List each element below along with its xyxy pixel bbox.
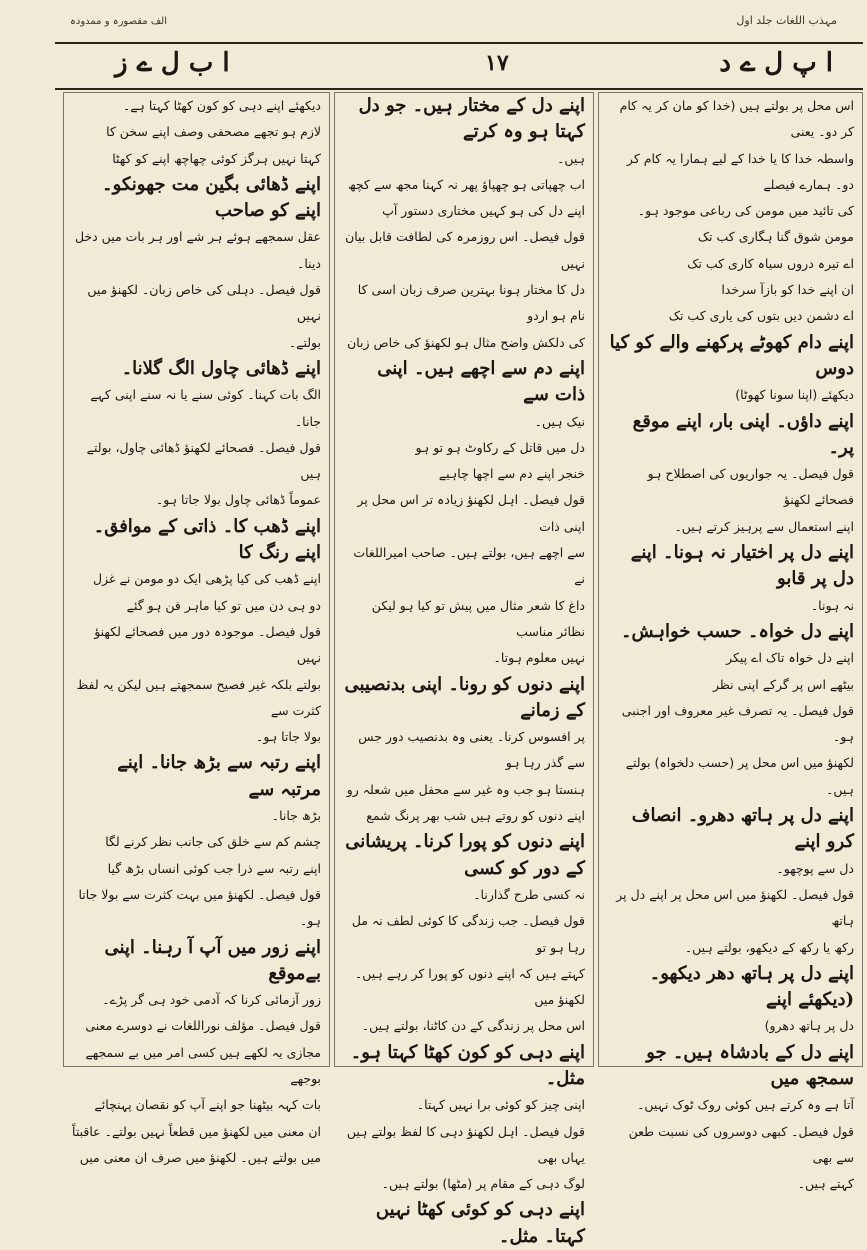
text-line: داغ کا شعر مثال میں پیش تو کیا ہو لیکن نظائر مناسب [371, 597, 585, 639]
text-line: پر افسوس کرنا۔ یعنی وہ بدنصیب دور جس سے گذر رہا ہو [358, 729, 585, 771]
text-line: بولتے۔ [288, 334, 321, 350]
text-line: بولا جاتا ہو۔ [256, 729, 321, 745]
column-middle [334, 92, 594, 1247]
text-line: اپنے دل کی ہو کہیں مختاری دستور آپ [382, 203, 585, 219]
text-line: بیٹھے اس پر گرکے اپنی نظر [713, 676, 854, 692]
entry-headword: اپنے ڈھائی بگین مت جھونکو۔ اپنے کو صاحب [102, 173, 321, 222]
text-line: قول فیصل۔ فصحائے لکھنؤ ڈھائی چاول، بولتے ہیں [86, 439, 321, 482]
text-line: سے اچھے ہیں، بولتے ہیں۔ صاحب امیراللغات نے [353, 545, 585, 587]
entry-headword: اپنے دل کے بادشاہ ہیں۔ جو سمجھ میں [646, 1041, 854, 1089]
text-line: دل سے پوچھو۔ [776, 860, 854, 876]
entry-headword: اپنے دم سے اچھے ہیں۔ اپنی ذات سے [377, 357, 585, 406]
text-line: کی تائید میں مومن کی رباعی موجود ہو۔ [637, 203, 854, 219]
text-line: لکھنؤ میں اس محل پر (حسب دلخواہ) بولتے ہیں۔ [625, 755, 854, 797]
headword-left: ا ب ل ے ز [115, 48, 230, 78]
text-line: اس محل پر زندگی کے دن کاٹنا، بولتے ہیں۔ [361, 1018, 585, 1034]
text-line: اپنے رتبہ سے ذرا جب کوئی انساں بڑھ گیا [107, 860, 321, 876]
text-line: قول فیصل۔ یہ تصرف غیر معروف اور اجنبی ہو۔ [621, 702, 854, 745]
entry-headword: اپنے ڈھب کا۔ ذاتی کے موافق۔ اپنے رنگ کا [93, 515, 321, 564]
text-line: میں بولتے ہیں۔ لکھنؤ میں صرف ان معنی میں [79, 1149, 321, 1165]
text-line: قول فیصل۔ مؤلف نوراللغات نے دوسرے معنی [85, 1018, 321, 1034]
text-line: مجازی یہ لکھے ہیں کسی امر میں بے سمجھے بوجھے [85, 1044, 321, 1086]
text-line: آتا ہے وہ کرتے ہیں کوئی روک ٹوک نہیں۔ [637, 1097, 854, 1113]
text-line: لوگ دہی کے مقام پر (مٹھا) بولتے ہیں۔ [381, 1176, 585, 1192]
text-line: اے دشمن دیں بتوں کی یاری کب تک [668, 308, 854, 324]
text-line: اپنے ڈھب کی کیا پڑھی ایک دو مومن نے غزل [93, 571, 321, 587]
text-line: واسطہ خدا کا یا خدا کے لیے ہمارا یہ کام کر دو۔ ہمارے فیصلے [626, 150, 854, 192]
text-line: بات کہہ بیٹھنا جو اپنے آپ کو نقصان پہنچائے [94, 1097, 321, 1113]
text-line: دو ہی دن میں تو کیا ماہر فن ہو گئے [126, 597, 321, 613]
entry-headword: اپنے دام کھوٹے پرکھنے والے کو کیا دوس [609, 331, 854, 379]
text-line: دل پر ہاتھ دھرو) [764, 1018, 854, 1034]
text-line: ان اپنے خدا کو بازآ سرخدا [721, 282, 854, 298]
entry-headword: اپنے دل کے مختار ہیں۔ جو دل کہتا ہو وہ کرتے [358, 95, 585, 143]
text-line: کہتا نہیں ہرگز کوئی چھاچھ اپنے کو کھٹا [112, 150, 321, 166]
running-head [0, 10, 867, 38]
text-line: اپنے دنوں کو روتے ہیں شب بھر پرنگ شمع [366, 808, 585, 824]
text-line: نہ ہونا۔ [810, 597, 854, 613]
text-line: مومن شوق گنا ہگاری کب تک [697, 229, 854, 245]
text-line: قول فیصل۔ اس روزمرہ کی لطافت قابل بیان نہیں [345, 229, 585, 271]
column-left [63, 92, 330, 1165]
column-right [598, 92, 863, 1192]
text-line: رکھ یا رکھ کے دیکھو، بولتے ہیں۔ [684, 939, 854, 955]
text-line: اپنی چیز کو کوئی برا نہیں کہتا۔ [416, 1097, 585, 1113]
entry-headword: اپنے زور میں آپ آ رہنا۔ اپنی بےموقع [104, 936, 321, 984]
text-line: ان معنی میں لکھنؤ میں قطعاً نہیں بولتے۔ عاقبتاً [72, 1123, 321, 1139]
text-line: نہیں معلوم ہوتا۔ [493, 650, 585, 666]
text-line: دل میں قاتل کے رکاوٹ ہو تو ہو [415, 439, 585, 455]
entry-headword: اپنے دہی کو کون کھٹا کہتا ہو۔ مثل۔ [350, 1041, 585, 1089]
entry-headword: اپنے دہی کو کوئی کھٹا نہیں کہتا۔ مثل۔ [375, 1199, 585, 1247]
text-line: اپنے استعمال سے پرہیز کرتے ہیں۔ [674, 518, 854, 534]
text-line: قول فیصل۔ دہلی کی خاص زبان۔ لکھنؤ میں نہیں [87, 282, 321, 324]
text-line: کی دلکش واضح مثال ہو لکھنؤ کی خاص زبان [347, 334, 585, 350]
headword-band [55, 42, 863, 90]
text-line: نہ کسی طرح گذارنا۔ [473, 886, 585, 902]
text-line: قول فیصل۔ موجودہ دور میں فصحائے لکھنؤ نہیں [94, 623, 321, 666]
entry-headword: اپنے دنوں کو رونا۔ اپنی بدنصیبی کے زمانے [344, 673, 585, 721]
text-line: دل کا مختار ہونا بہترین صرف زبان اسی کا نام ہو اردو [357, 282, 585, 324]
text-line: چشم کم سے خلق کی جانب نظر کرنے لگا [105, 834, 321, 850]
entry-headword: اپنے دنوں کو پورا کرنا۔ پریشانی کے دور کو کسی [345, 831, 585, 879]
text-line: ہیں۔ [557, 150, 585, 166]
text-line: لازم ہو تجھے مصحفی وصف اپنے سخن کا [106, 124, 321, 140]
text-line: اب چھپاتی ہو چھپاؤ پھر نہ کہنا مجھ سے کچھ [347, 176, 585, 192]
text-line: عموماً ڈھائی چاول بولا جاتا ہو۔ [155, 492, 321, 508]
text-line: بڑھ جانا۔ [271, 808, 321, 824]
text-line: ہنستا ہو جب وہ غیر سے محفل میں شعلہ رو [346, 781, 585, 797]
running-head-title: مہذب اللغات جلد اول [736, 14, 837, 27]
text-line: بولتے بلکہ غیر فصیح سمجھتے ہیں لیکن یہ لفظ کثرت سے [76, 676, 321, 718]
text-line: دیکھئے (اپنا سونا کھوٹا) [735, 387, 854, 403]
text-line: عقل سمجھے ہوئے ہر شے اور ہر بات میں دخل دینا۔ [74, 229, 321, 271]
headword-right: ا پ ل ے د [719, 48, 833, 78]
text-line: اپنے دل خواہ تاک اے پیکر [726, 650, 854, 666]
entry-headword: اپنے دل خواہ۔ حسب خواہش۔ [621, 620, 854, 642]
text-line: نیک ہیں۔ [534, 413, 585, 429]
text-line: اس محل پر بولتے ہیں (خدا کو مان کر یہ کام کر دو۔ یعنی [619, 98, 854, 140]
text-line: خنجر اپنے دم سے اچھا چاہیے [438, 466, 585, 482]
text-line: قول فیصل۔ لکھنؤ میں اس محل پر اپنے دل پر ہاتھ [616, 886, 854, 929]
text-line: دیکھئے اپنے دہی کو کون کھٹا کہتا ہے۔ [122, 98, 321, 113]
entry-headword: اپنے دل پر ہاتھ دھرو۔ انصاف کرو اپنے [631, 805, 854, 853]
text-line: کہتے ہیں کہ اپنے دنوں کو پورا کر رہے ہیں۔ لکھنؤ میں [354, 965, 585, 1008]
text-line: قول فیصل۔ لکھنؤ میں بہت کثرت سے بولا جاتا ہو۔ [78, 886, 321, 929]
text-line: قول فیصل۔ کبھی دوسروں کی نسبت طعن سے بھی [628, 1123, 854, 1165]
text-line: الگ بات کہنا۔ کوئی سنے یا نہ سنے اپنی کہے جانا۔ [90, 387, 321, 429]
running-head-section: الف مقصورہ و ممدودہ [70, 16, 168, 27]
page-number: ۱۷ [485, 50, 509, 76]
entry-headword: اپنے ڈھائی چاول الگ گلانا۔ [121, 357, 321, 379]
text-line: قول فیصل۔ یہ جواریوں کی اصطلاح ہو فصحائے لکھنؤ [647, 466, 854, 508]
text-line: اے تیرہ دروں سیاہ کاری کب تک [687, 255, 854, 271]
text-line: قول فیصل۔ اہل لکھنؤ زیادہ تر اس محل پر اپنی ذات [357, 492, 585, 534]
entry-headword: اپنے داؤں۔ اپنی بار، اپنے موقع پر۔ [632, 410, 854, 458]
text-line: زور آزمائی کرنا کہ آدمی خود ہی گر پڑے۔ [102, 992, 321, 1008]
text-line: قول فیصل۔ جب زندگی کا کوئی لطف نہ مل رہا ہو تو [351, 913, 585, 955]
entry-headword: اپنے رتبہ سے بڑھ جانا۔ اپنے مرتبہ سے [117, 752, 321, 800]
entry-headword: اپنے دل پر ہاتھ دھر دیکھو۔ (دیکھئے اپنے [649, 962, 854, 1011]
entry-headword: اپنے دل پر اختیار نہ ہونا۔ اپنے دل پر قابو [630, 542, 854, 590]
text-line: قول فیصل۔ اہل لکھنؤ دہی کا لفظ بولتے ہیں یہاں بھی [346, 1123, 585, 1165]
text-line: کہتے ہیں۔ [797, 1176, 854, 1192]
